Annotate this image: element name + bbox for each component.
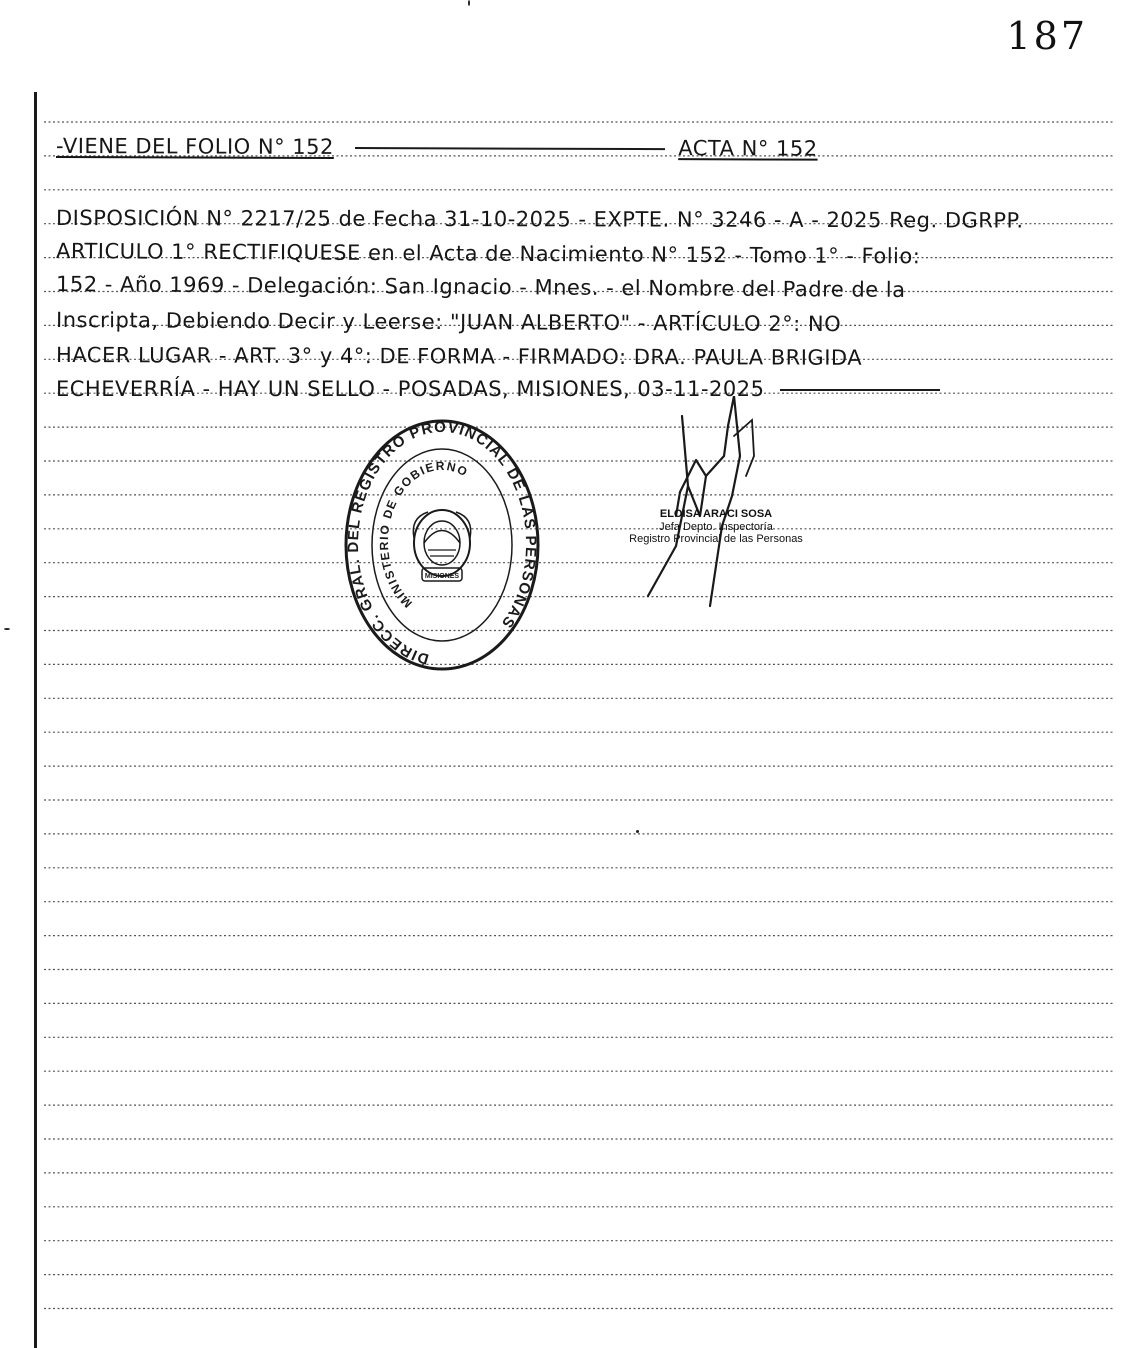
body-line-6: ECHEVERRÍA - HAY UN SELLO - POSADAS, MISIONES, 03-11-2025 [56,377,765,401]
body-line-4: Inscripta, Debiendo Decir y Leerse: "JUAN ALBERTO" - ARTÍCULO 2°: NO [56,308,842,337]
header-fill-rule [355,147,665,150]
handwritten-signature [636,396,766,614]
seal-center-text: MISIONES [424,573,460,580]
scan-speck [468,0,470,6]
header-right: ACTA N° 152 [678,136,818,161]
scan-speck [4,628,10,630]
signatory-name: ELOISA ARACI SOSA [659,508,773,520]
header-left: -VIENE DEL FOLIO N° 152 [56,134,334,159]
seal-outer-text: DIRECC. GRAL. DEL REGISTRO PROVINCIAL DE LAS PERSONAS [344,418,540,668]
seal-emblem [413,510,470,581]
body-line-1: DISPOSICIÓN N° 2217/25 de Fecha 31-10-2025 - EXPTE. N° 3246 - A - 2025 Reg. DGRPP. [56,206,1024,233]
ruled-lines [44,0,1114,1348]
official-seal [342,418,542,672]
signatory-office: Registro Provincial de las Personas [629,533,803,545]
signatory-title: Jefa Depto. Inspectoría [659,521,773,533]
page-number: 187 [1006,14,1088,58]
seal-inner-text: MINISTERIO DE GOBIERNO [376,458,471,611]
svg-text:MINISTERIO DE GOBIERNO [377,459,471,611]
closing-rule [780,389,940,391]
header-line [56,134,818,161]
body-line-3: 152 - Año 1969 - Delegación: San Ignacio - Mnes. - el Nombre del Padre de la [56,272,906,302]
body-line-2: ARTICULO 1° RECTIFIQUESE en el Acta de Nacimiento N° 152 - Tomo 1° - Folio: [56,239,921,269]
margin-line [34,92,37,1348]
svg-text:DIRECC. GRAL. DEL REGISTRO PRO [345,419,539,668]
scan-speck [636,830,639,833]
body-line-6-wrap [56,377,940,401]
body-line-5: HACER LUGAR - ART. 3° y 4°: DE FORMA - FIRMADO: DRA. PAULA BRIGIDA [56,343,863,370]
signature-block [596,508,836,545]
